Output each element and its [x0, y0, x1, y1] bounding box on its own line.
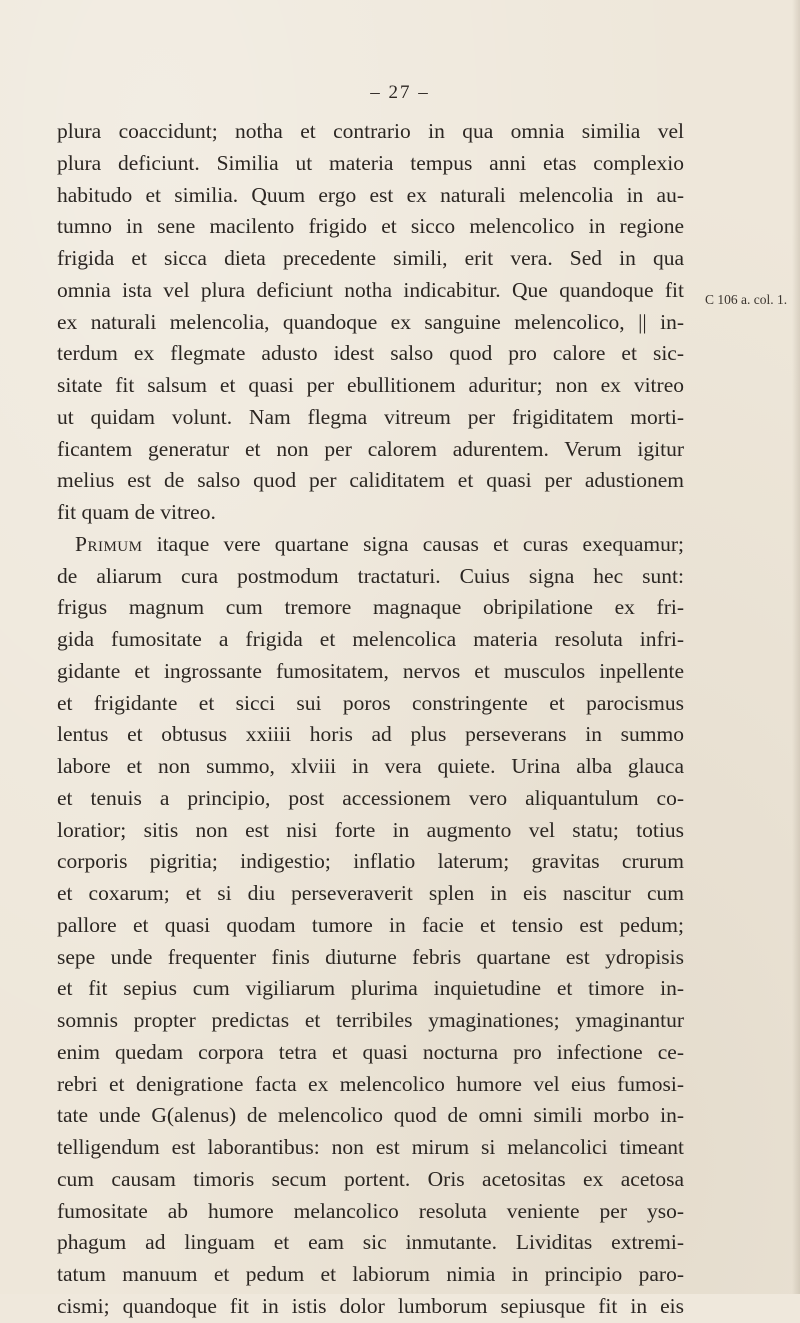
- text-line: enim quedam corpora tetra et quasi nocturna pro infectione ce-: [57, 1039, 684, 1064]
- text-line: ficantem generatur et non per calorem adurentem. Verum igitur: [57, 436, 684, 461]
- text-line: loratior; sitis non est nisi forte in augmento vel statu; totius: [57, 817, 684, 842]
- text-line: fit quam de vitreo.: [57, 500, 216, 524]
- text-line: et tenuis a principio, post accessionem vero aliquantulum co-: [57, 785, 684, 810]
- text-line: somnis propter predictas et terribiles ymaginationes; ymaginantur: [57, 1008, 684, 1032]
- text-line: ex naturali melencolia, quandoque ex sanguine melencolico, || in-: [57, 309, 684, 334]
- text-line: et coxarum; et si diu perseveraverit splen in eis nascitur cum: [57, 881, 684, 905]
- text-line: rebri et denigratione facta ex melencolico humore vel eius fumosi-: [57, 1071, 684, 1096]
- text-line: tate unde G(alenus) de melencolico quod de omni simili morbo in-: [57, 1103, 684, 1128]
- text-line: fumositate ab humore melancolico resoluta veniente per yso-: [57, 1198, 684, 1223]
- page-edge-shadow: [792, 0, 800, 1294]
- text-line: habitudo et similia. Quum ergo est ex naturali melencolia in au-: [57, 182, 684, 207]
- text-line: melius est de salso quod per caliditatem et quasi per adustionem: [57, 468, 684, 493]
- text-line: frigus magnum cum tremore magnaque obripilatione ex fri-: [57, 595, 684, 620]
- text-line: tumno in sene macilento frigido et sicco melencolico in regione: [57, 214, 684, 239]
- text-line: labore et non summo, xlviii in vera quiete. Urina alba glauca: [57, 754, 684, 778]
- text-line: tatum manuum et pedum et labiorum nimia in principio paro-: [57, 1262, 684, 1286]
- text-line: pallore et quasi quodam tumore in facie et tensio est pedum;: [57, 912, 684, 937]
- text-line: lentus et obtusus xxiiii horis ad plus perseverans in summo: [57, 722, 684, 747]
- lead-word: Primum: [75, 531, 143, 556]
- body-text: [57, 116, 684, 1323]
- page-number: – 27 –: [370, 82, 430, 103]
- text-line: sitate fit salsum et quasi per ebullitionem aduritur; non ex vitreo: [57, 373, 684, 397]
- text-line: de aliarum cura postmodum tractaturi. Cuius signa hec sunt:: [57, 563, 684, 588]
- lead-line-rest: itaque vere quartane signa causas et curas exequamur;: [142, 531, 684, 556]
- text-line: cum causam timoris secum portent. Oris acetositas ex acetosa: [57, 1166, 684, 1191]
- text-line: plura deficiunt. Similia ut materia tempus anni etas complexio: [57, 150, 684, 175]
- text-line: et frigidante et sicci sui poros constringente et parocismus: [57, 690, 684, 715]
- text-line: ut quidam volunt. Nam flegma vitreum per frigiditatem morti-: [57, 404, 684, 429]
- text-line: plura coaccidunt; notha et contrario in qua omnia similia vel: [57, 119, 684, 143]
- text-line: terdum ex flegmate adusto idest salso quod pro calore et sic-: [57, 341, 684, 366]
- text-line: cismi; quandoque fit in istis dolor lumborum sepiusque fit in eis: [57, 1293, 684, 1318]
- text-line: frigida et sicca dieta precedente simili, erit vera. Sed in qua: [57, 246, 684, 270]
- text-line: gida fumositate a frigida et melencolica materia resoluta infri-: [57, 627, 684, 651]
- text-line: sepe unde frequenter finis diuturne febris quartane est ydropisis: [57, 944, 684, 969]
- text-line: phagum ad linguam et eam sic inmutante. Lividitas extremi-: [57, 1230, 684, 1255]
- text-line: et fit sepius cum vigiliarum plurima inquietudine et timore in-: [57, 976, 684, 1001]
- text-line: omnia ista vel plura deficiunt notha indicabitur. Que quandoque fit: [57, 277, 684, 302]
- margin-reference-note: C 106 a. col. 1.: [705, 292, 788, 307]
- text-line: corporis pigritia; indigestio; inflatio laterum; gravitas crurum: [57, 849, 684, 874]
- text-line: gidante et ingrossante fumositatem, nervos et musculos inpellente: [57, 658, 684, 683]
- text-line: telligendum est laborantibus: non est mirum si melancolici timeant: [57, 1135, 684, 1159]
- text-line-lead: [57, 529, 684, 561]
